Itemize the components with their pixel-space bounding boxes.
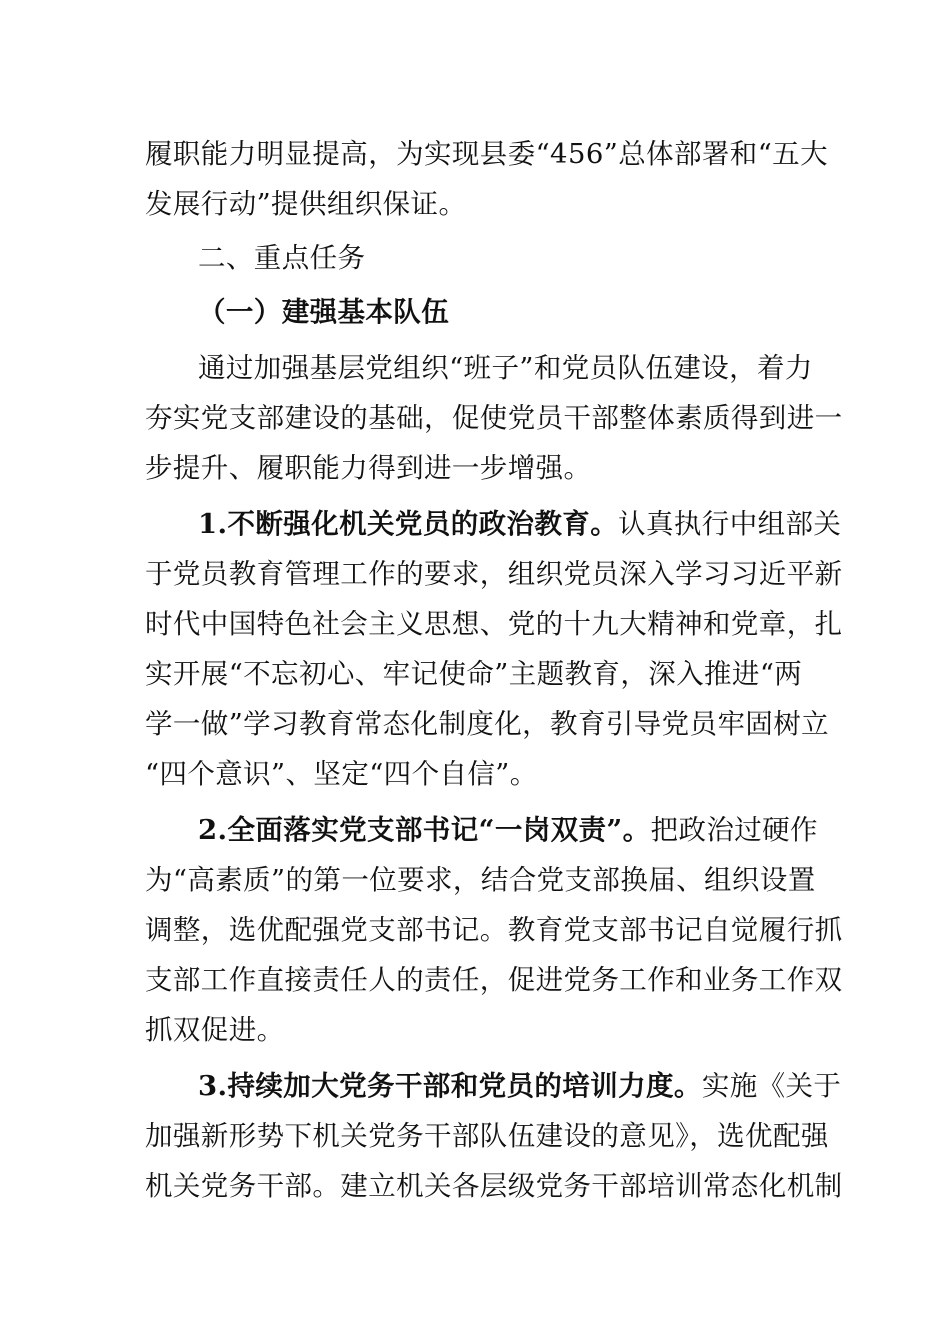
paragraph-line: “四个意识”、坚定“四个自信”。 [145,758,538,790]
paragraph-line: 学一做”学习教育常态化制度化，教育引导党员牢固树立 [145,708,830,740]
paragraph-line: 步提升、履职能力得到进一步增强。 [145,452,592,484]
paragraph-line: 于党员教育管理工作的要求，组织党员深入学习习近平新 [145,558,843,590]
item-3-text: 实施《关于 [701,1070,842,1102]
paragraph-line: 机关党务干部。建立机关各层级党务干部培训常态化机制 [145,1170,843,1202]
paragraph-line: 支部工作直接责任人的责任，促进党务工作和业务工作双 [145,964,843,996]
paragraph-line: 为“高素质”的第一位要求，结合党支部换届、组织设置 [145,864,816,896]
item-2-title: 2.全面落实党支部书记“一岗双责”。 [198,814,651,846]
item-1-first-line [198,504,841,544]
item-3-title: 3.持续加大党务干部和党员的培训力度。 [198,1070,702,1102]
section-heading: 二、重点任务 [198,242,366,274]
paragraph-line: 夯实党支部建设的基础，促使党员干部整体素质得到进一 [145,402,843,434]
paragraph-line: 实开展“不忘初心、牢记使命”主题教育，深入推进“两 [145,658,803,690]
subsection-heading: （一）建强基本队伍 [198,296,450,328]
paragraph-line: 抓双促进。 [145,1014,285,1046]
item-2-text: 把政治过硬作 [650,814,818,846]
item-1-text: 认真执行中组部关 [618,508,842,540]
item-1-title: 1.不断强化机关党员的政治教育。 [198,508,619,540]
paragraph-line: 发展行动”提供组织保证。 [145,188,467,220]
paragraph-line: 调整，选优配强党支部书记。教育党支部书记自觉履行抓 [145,914,843,946]
paragraph-line: 加强新形势下机关党务干部队伍建设的意见》，选优配强 [145,1120,829,1152]
paragraph-line: 履职能力明显提高，为实现县委“456”总体部署和“五大 [145,138,828,170]
item-3-first-line [198,1066,841,1106]
item-2-first-line [198,810,818,850]
paragraph-line: 时代中国特色社会主义思想、党的十九大精神和党章，扎 [145,608,843,640]
paragraph-line: 通过加强基层党组织“班子”和党员队伍建设，着力 [198,352,813,384]
